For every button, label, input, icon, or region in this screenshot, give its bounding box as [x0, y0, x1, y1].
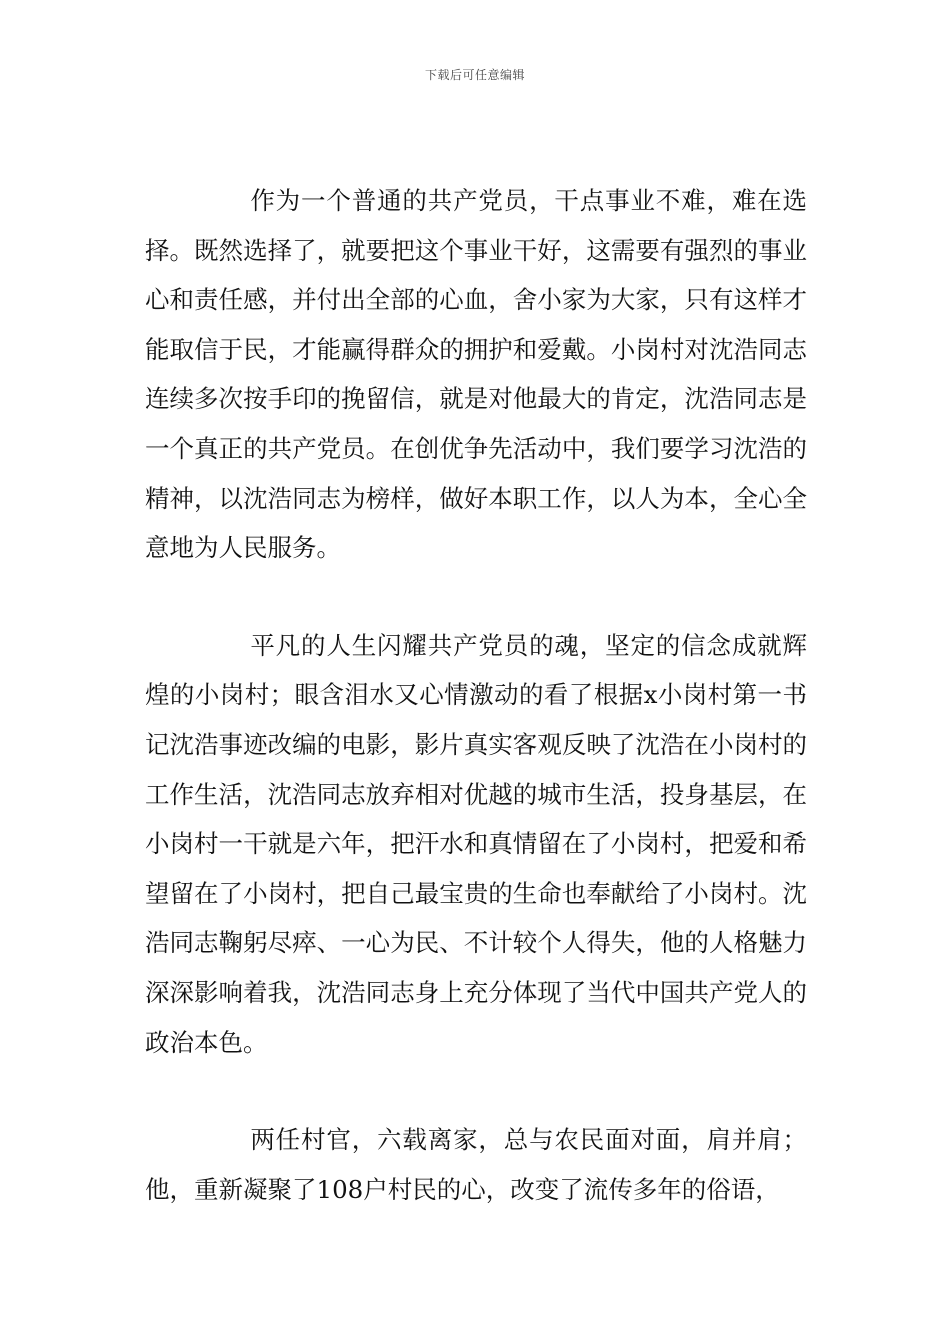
document-body [145, 176, 807, 1214]
paragraph-1: 作为一个普通的共产党员，干点事业不难，难在选择。既然选择了，就要把这个事业干好，这需要有强烈的事业心和责任感，并付出全部的心血，舍小家为大家，只有这样才能取信于民，才能赢得群众的拥护和爱戴。小岗村对沈浩同志连续多次按手印的挽留信，就是对他最大的肯定，沈浩同志是一个真正的共产党员。在创优争先活动中，我们要学习沈浩的精神，以沈浩同志为榜样，做好本职工作，以人为本，全心全意地为人民服务。 [145, 186, 807, 563]
paragraph-2: 平凡的人生闪耀共产党员的魂，坚定的信念成就辉煌的小岗村；眼含泪水又心情激动的看了根据x小岗村第一书记沈浩事迹改编的电影，影片真实客观反映了沈浩在小岗村的工作生活，沈浩同志放弃相对优越的城市生活，投身基层，在小岗村一干就是六年，把汗水和真情留在了小岗村，把爱和希望留在了小岗村，把自己最宝贵的生命也奉献给了小岗村。沈浩同志鞠躬尽瘁、一心为民、不计较个人得失，他的人格魅力深深影响着我，沈浩同志身上充分体现了当代中国共产党人的政治本色。 [145, 630, 807, 1057]
paragraph-gap [145, 1067, 807, 1115]
paragraph-gap [145, 573, 807, 621]
page-header: 下载后可任意编辑 [424, 68, 525, 82]
paragraph-3: 两任村官，六载离家，总与农民面对面，肩并肩；他，重新凝聚了108户村民的心，改变了流传多年的俗语， [145, 1125, 807, 1204]
